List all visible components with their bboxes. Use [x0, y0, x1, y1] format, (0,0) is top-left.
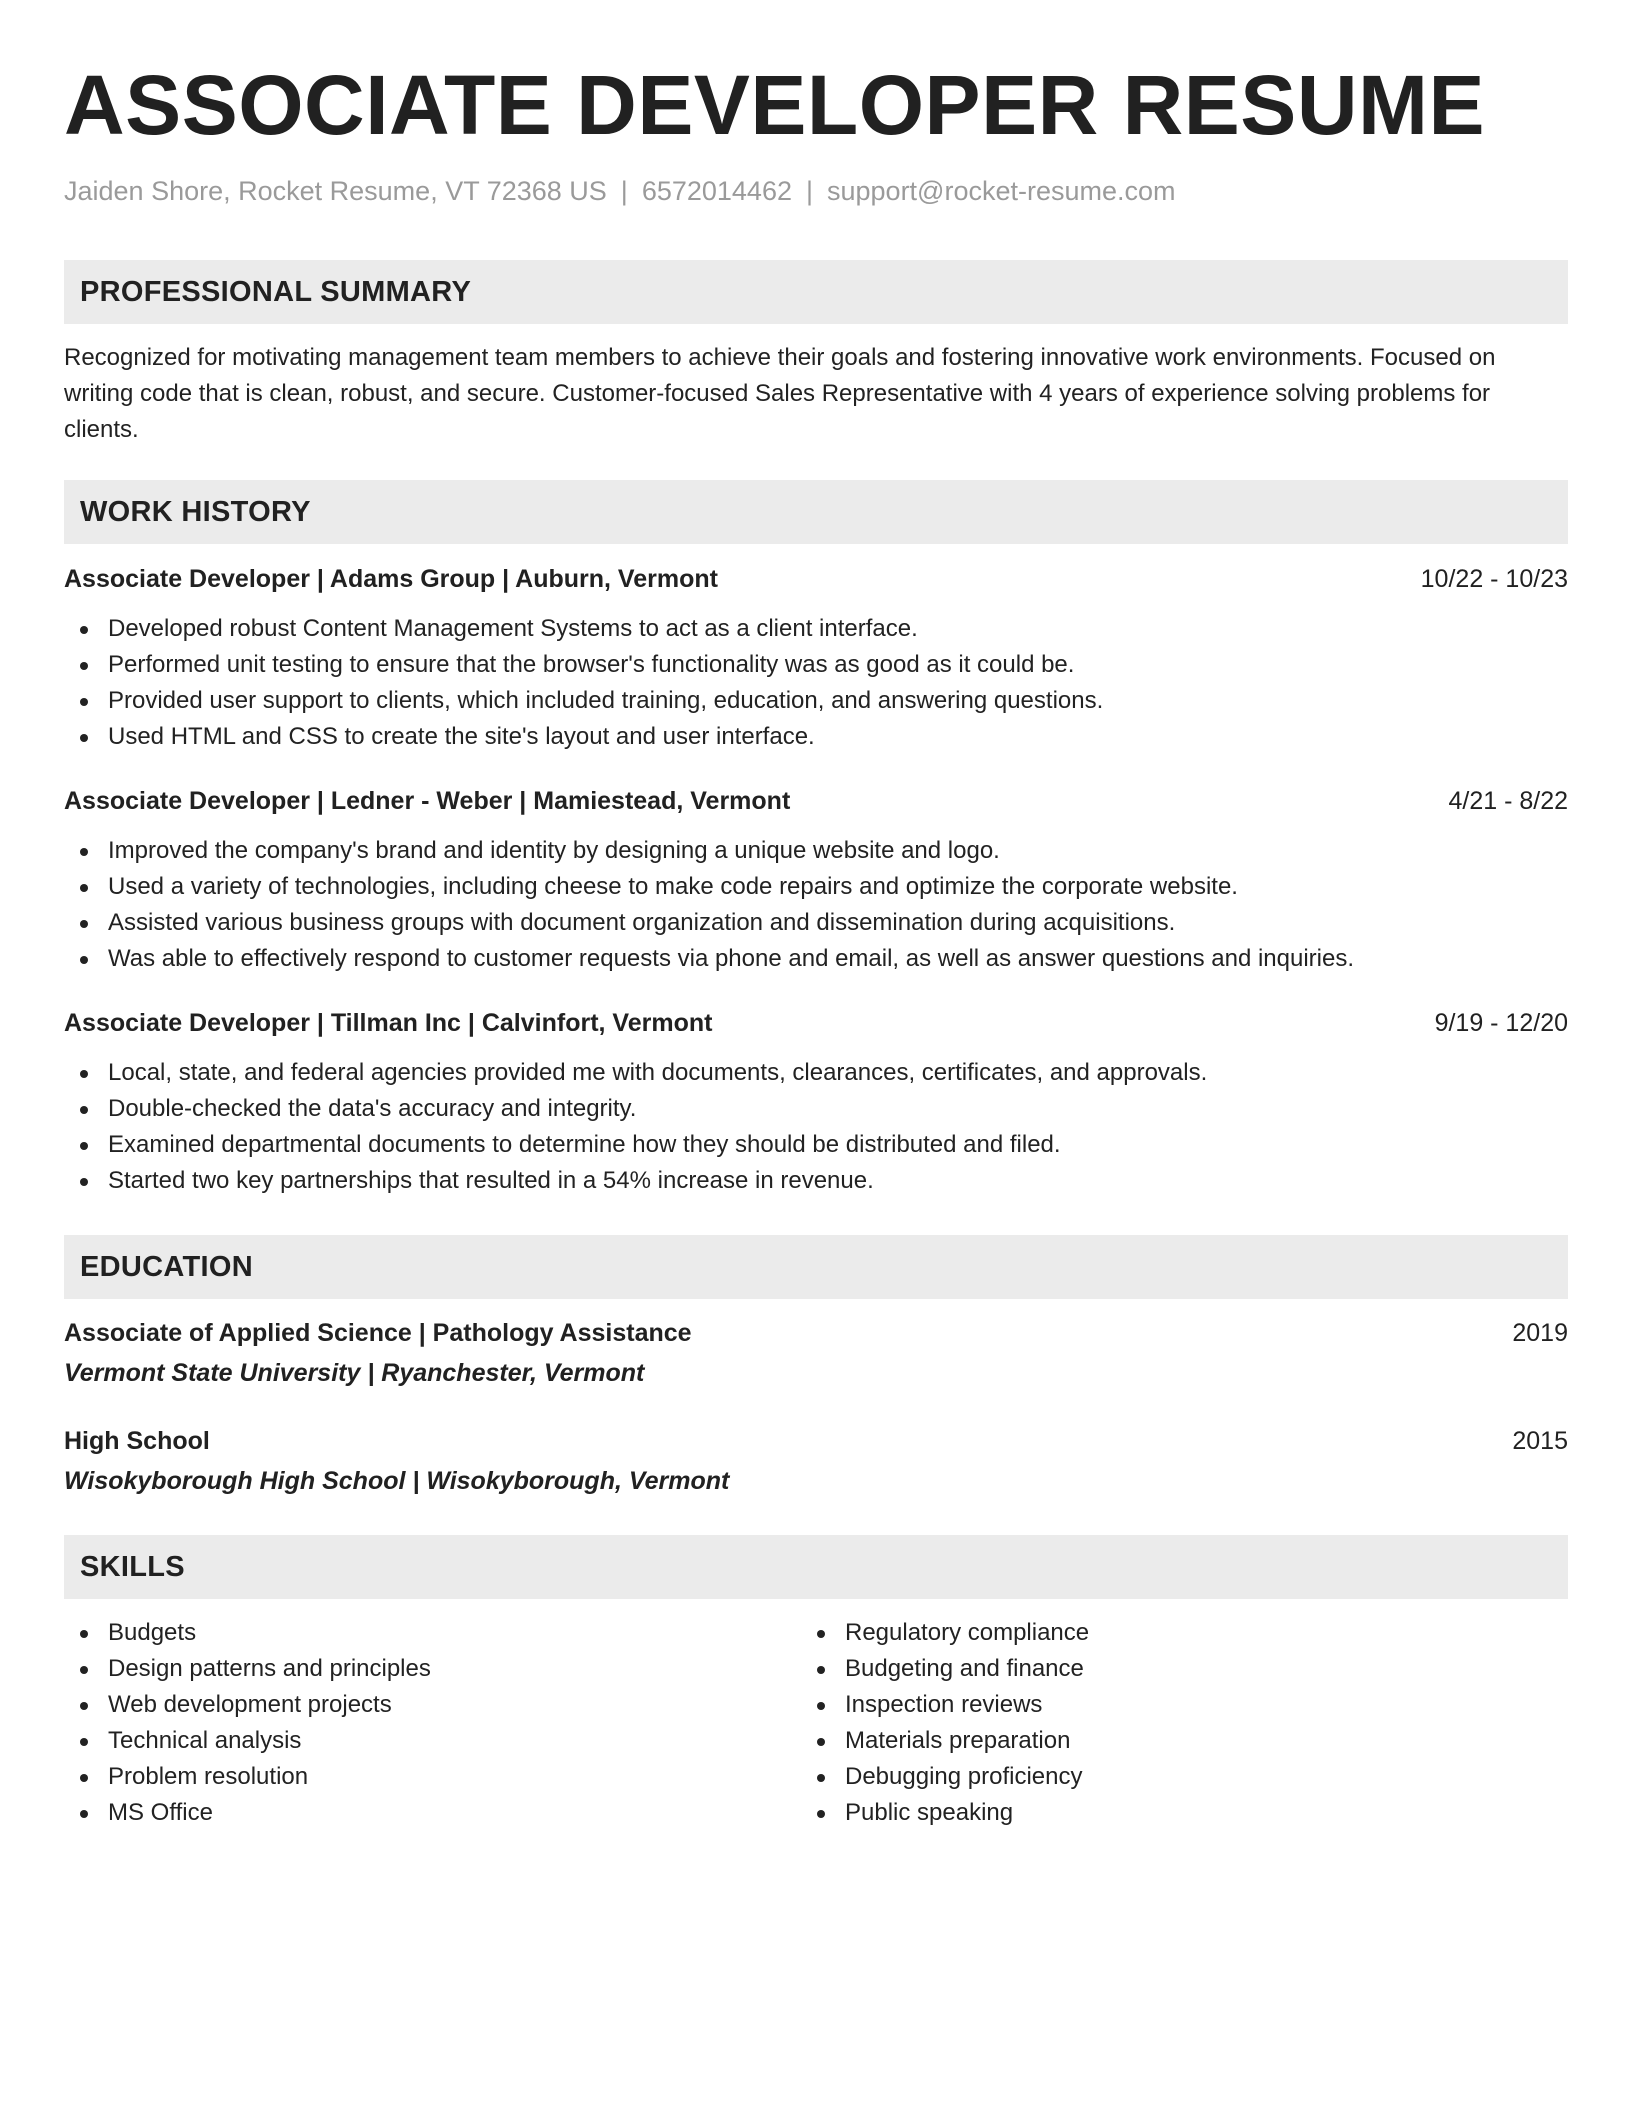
education-year: 2019	[1512, 1319, 1568, 1347]
contact-separator: |	[620, 176, 628, 206]
job-bullet: Used a variety of technologies, including cheese to make code repairs and optimize the corporate website.	[64, 869, 1568, 905]
education-school: Wisokyborough High School | Wisokyborough, Vermont	[64, 1467, 730, 1495]
skill-item: Debugging proficiency	[801, 1759, 1501, 1795]
job-bullet: Assisted various business groups with document organization and dissemination during acquisitions.	[64, 905, 1568, 941]
job-title: Associate Developer | Tillman Inc | Calvinfort, Vermont	[64, 1009, 713, 1037]
education-section-header: EDUCATION	[64, 1235, 1568, 1299]
education-school: Vermont State University | Ryanchester, Vermont	[64, 1359, 645, 1387]
skill-item: Regulatory compliance	[801, 1615, 1501, 1651]
education-header	[64, 1425, 1568, 1457]
job-header	[64, 785, 1568, 817]
job-header	[64, 563, 1568, 595]
job-dates: 4/21 - 8/22	[1448, 787, 1568, 815]
job-bullet: Provided user support to clients, which included training, education, and answering questions.	[64, 683, 1568, 719]
education-header	[64, 1317, 1568, 1349]
job-bullets	[64, 611, 1568, 755]
summary-section-header: PROFESSIONAL SUMMARY	[64, 260, 1568, 324]
job-bullets	[64, 1055, 1568, 1199]
job-bullet: Performed unit testing to ensure that the browser's functionality was as good as it could be.	[64, 647, 1568, 683]
job-title: Associate Developer | Adams Group | Auburn, Vermont	[64, 565, 718, 593]
skill-item: Problem resolution	[64, 1759, 801, 1795]
contact-address: Jaiden Shore, Rocket Resume, VT 72368 US	[64, 176, 607, 206]
skills-section-header: SKILLS	[64, 1535, 1568, 1599]
job-bullet: Improved the company's brand and identity by designing a unique website and logo.	[64, 833, 1568, 869]
skill-item: Web development projects	[64, 1687, 801, 1723]
job-bullet: Was able to effectively respond to customer requests via phone and email, as well as answer questions and inquiries.	[64, 941, 1568, 977]
skill-item: Materials preparation	[801, 1723, 1501, 1759]
skills-grid	[64, 1615, 1568, 1831]
skill-item: Technical analysis	[64, 1723, 801, 1759]
job-bullet: Started two key partnerships that resulted in a 54% increase in revenue.	[64, 1163, 1568, 1199]
job-dates: 10/22 - 10/23	[1420, 565, 1568, 593]
skill-item: Budgeting and finance	[801, 1651, 1501, 1687]
skill-item: Public speaking	[801, 1795, 1501, 1831]
job-bullet: Developed robust Content Management Systems to act as a client interface.	[64, 611, 1568, 647]
job-bullet: Examined departmental documents to determine how they should be distributed and filed.	[64, 1127, 1568, 1163]
job-entry	[64, 785, 1568, 977]
contact-email: support@rocket-resume.com	[827, 176, 1176, 206]
contact-line	[64, 174, 1568, 208]
job-title: Associate Developer | Ledner - Weber | Mamiestead, Vermont	[64, 787, 791, 815]
job-entry	[64, 1007, 1568, 1199]
education-entry	[64, 1425, 1568, 1497]
skills-column-right	[801, 1615, 1501, 1831]
skill-item: MS Office	[64, 1795, 801, 1831]
job-dates: 9/19 - 12/20	[1434, 1009, 1568, 1037]
resume-title: ASSOCIATE DEVELOPER RESUME	[64, 58, 1485, 152]
skill-item: Inspection reviews	[801, 1687, 1501, 1723]
contact-phone: 6572014462	[641, 176, 792, 206]
work-history-section-header: WORK HISTORY	[64, 480, 1568, 544]
job-bullet: Local, state, and federal agencies provided me with documents, clearances, certificates, and approvals.	[64, 1055, 1568, 1091]
job-bullet: Double-checked the data's accuracy and integrity.	[64, 1091, 1568, 1127]
education-year: 2015	[1512, 1427, 1568, 1455]
job-header	[64, 1007, 1568, 1039]
summary-text: Recognized for motivating management team members to achieve their goals and fostering innovative work environments. Focused on writing code that is clean, robust, and secure. Customer-focused Sales Representative with 4 years of experience solving problems for clients.	[64, 344, 1496, 443]
skill-item: Design patterns and principles	[64, 1651, 801, 1687]
job-bullets	[64, 833, 1568, 977]
skill-item: Budgets	[64, 1615, 801, 1651]
education-entry	[64, 1317, 1568, 1389]
job-entry	[64, 563, 1568, 755]
education-degree: Associate of Applied Science | Pathology Assistance	[64, 1319, 692, 1347]
contact-separator: |	[805, 176, 813, 206]
skills-column-left	[64, 1615, 801, 1831]
education-degree: High School	[64, 1427, 210, 1455]
job-bullet: Used HTML and CSS to create the site's layout and user interface.	[64, 719, 1568, 755]
